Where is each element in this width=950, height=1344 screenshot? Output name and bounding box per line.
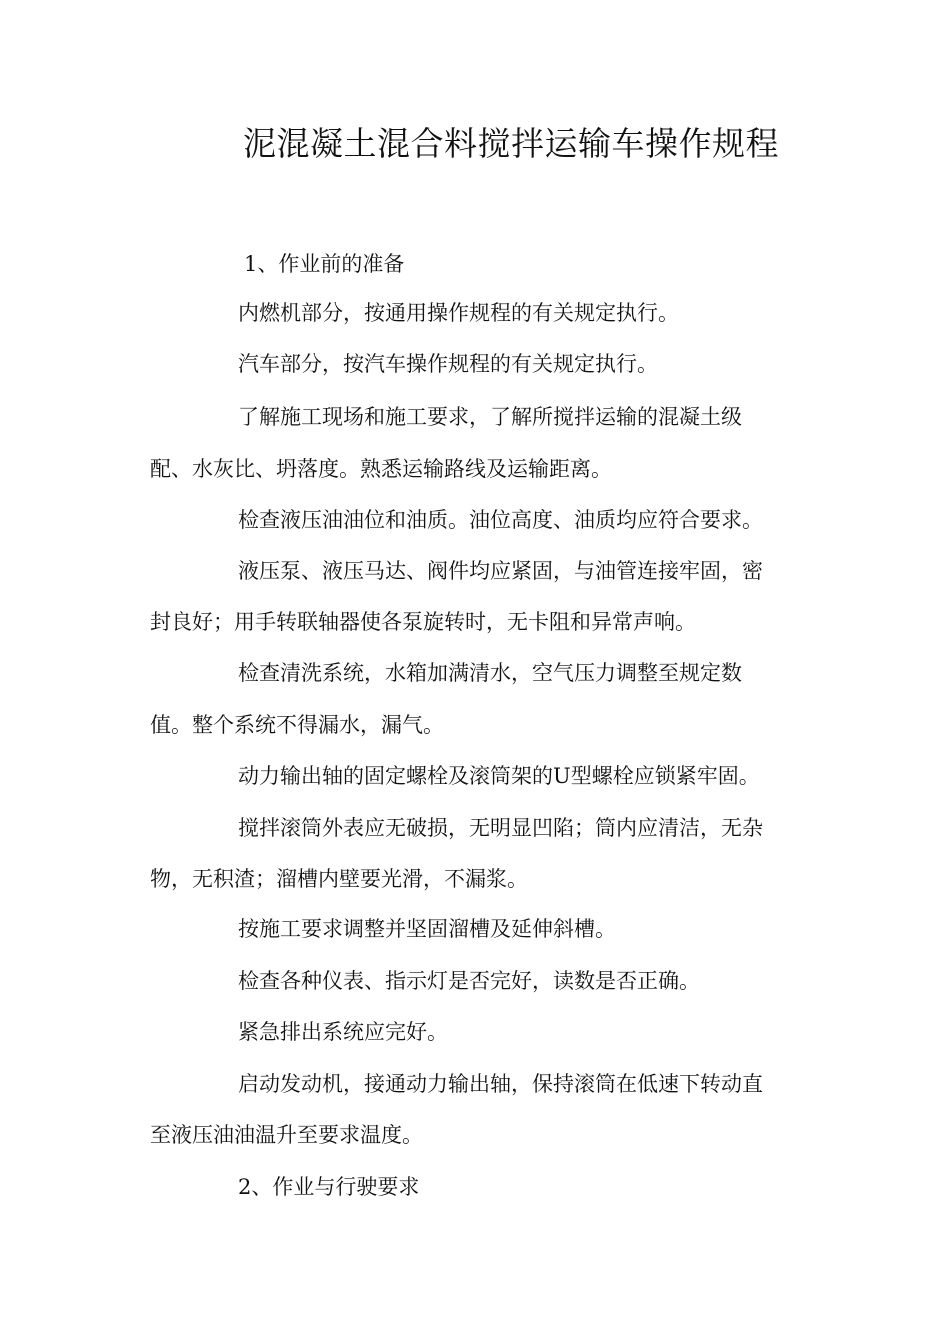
section-heading-1: 1、作业前的准备 xyxy=(244,252,405,276)
paragraph-line: 内燃机部分，按通用操作规程的有关规定执行。 xyxy=(238,301,679,325)
paragraph-line: 物，无积渣；溜槽内壁要光滑，不漏浆。 xyxy=(150,867,528,891)
paragraph-line: 检查液压油油位和油质。油位高度、油质均应符合要求。 xyxy=(238,508,763,532)
paragraph-line: 汽车部分，按汽车操作规程的有关规定执行。 xyxy=(238,352,658,376)
paragraph-line: 检查清洗系统，水箱加满清水，空气压力调整至规定数 xyxy=(238,661,742,685)
paragraph-line: 紧急排出系统应完好。 xyxy=(238,1020,448,1044)
document-title: 泥混凝土混合料搅拌运输车操作规程 xyxy=(243,124,779,163)
paragraph-line: 值。整个系统不得漏水，漏气。 xyxy=(150,713,444,737)
section-heading-2: 2、作业与行驶要求 xyxy=(238,1175,420,1199)
paragraph-line: 至液压油油温升至要求温度。 xyxy=(150,1123,423,1147)
paragraph-line: 启动发动机，接通动力输出轴，保持滚筒在低速下转动直 xyxy=(238,1072,763,1096)
paragraph-line: 液压泵、液压马达、阀件均应紧固，与油管连接牢固，密 xyxy=(238,559,763,583)
paragraph-line: 配、水灰比、坍落度。熟悉运输路线及运输距离。 xyxy=(150,457,612,481)
paragraph-line: 封良好；用手转联轴器使各泵旋转时，无卡阻和异常声响。 xyxy=(150,610,696,634)
paragraph-line: 动力输出轴的固定螺栓及滚筒架的U型螺栓应锁紧牢固。 xyxy=(238,764,760,788)
paragraph-line: 检查各种仪表、指示灯是否完好，读数是否正确。 xyxy=(238,969,700,993)
paragraph-line: 搅拌滚筒外表应无破损，无明显凹陷；筒内应清洁，无杂 xyxy=(238,816,763,840)
paragraph-line: 按施工要求调整并坚固溜槽及延伸斜槽。 xyxy=(238,917,616,941)
paragraph-line: 了解施工现场和施工要求，了解所搅拌运输的混凝土级 xyxy=(238,405,742,429)
